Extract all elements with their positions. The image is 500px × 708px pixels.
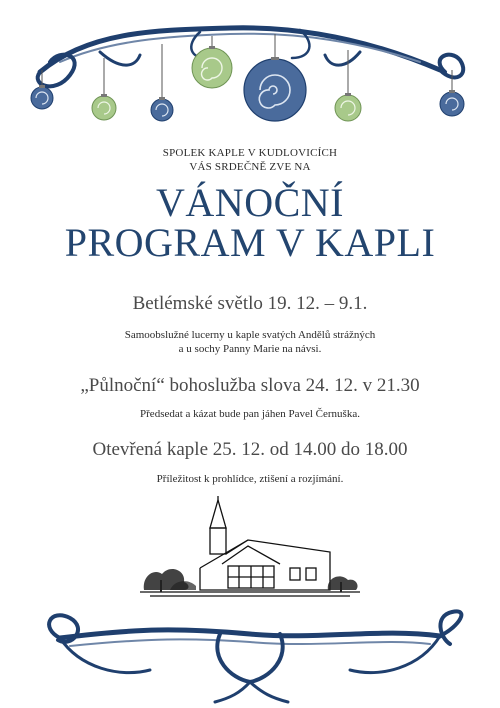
chapel-drawing-icon [140,494,360,604]
event-heading-bethlehem-light: Betlémské světlo 19. 12. – 9.1. [132,293,368,314]
event-description-midnight-service: Předsedat a kázat bude pan jáhen Pavel Černuška. [140,408,360,420]
title-line-2: PROGRAM V KAPLI [64,220,436,265]
ribbon-border-icon [0,598,500,708]
page-title [0,180,500,265]
title-line-1: VÁNOČNÍ [156,180,344,225]
event-1-description-line-1: Samoobslužné lucerny u kaple svatých Andělů strážných [124,329,376,341]
organizer-text [0,146,500,174]
event-description-open-chapel: Příležitost k prohlídce, ztišení a rozjímání. [156,473,344,485]
organizer-line-1: SPOLEK KAPLE V KUDLOVICÍCH [162,147,338,159]
event-description-bethlehem-light [0,328,500,356]
ornament-garland-icon [0,0,500,140]
event-heading-open-chapel: Otevřená kaple 25. 12. od 14.00 do 18.00 [92,439,408,460]
event-1-description-line-2: a u sochy Panny Marie na návsi. [178,343,322,355]
organizer-line-2: VÁS SRDEČNĚ ZVE NA [189,161,311,173]
event-heading-midnight-service: „Půlnoční“ bohoslužba slova 24. 12. v 21.30 [80,375,420,396]
